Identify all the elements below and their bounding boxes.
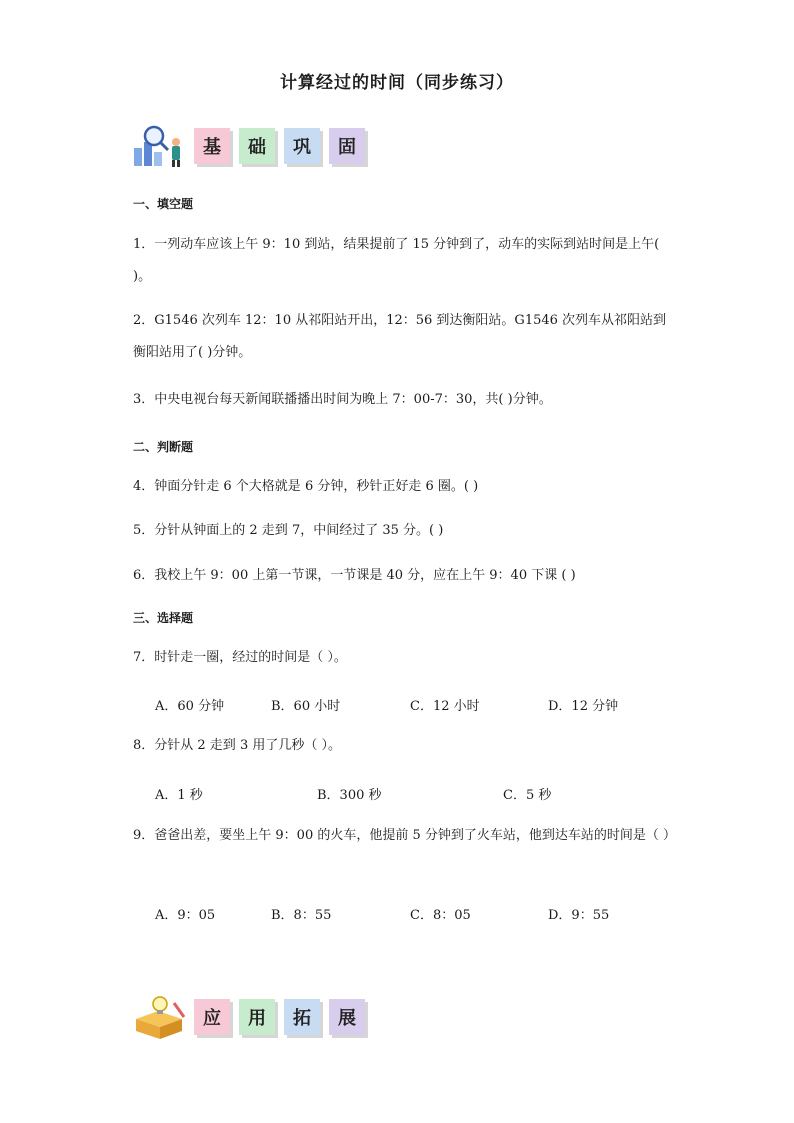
option-a: A．9：05 <box>155 908 216 923</box>
section-banner-basic <box>132 124 374 168</box>
option-a: A．1 秒 <box>155 788 203 803</box>
option-b: B．300 秒 <box>317 788 382 803</box>
banner-tile: 展 <box>329 999 365 1035</box>
section-heading-fill-blank: 一、填空题 <box>133 197 194 211</box>
section-banner-application <box>132 995 374 1039</box>
section-heading-multiple-choice: 三、选择题 <box>133 611 194 625</box>
banner-tile: 应 <box>194 999 230 1035</box>
page-title: 计算经过的时间（同步练习） <box>280 73 514 93</box>
question-3: 3．中央电视台每天新闻联播播出时间为晚上 7：00-7：30，共( )分钟。 <box>133 392 552 407</box>
option-d: D．12 分钟 <box>548 699 619 714</box>
option-b: B．8：55 <box>271 908 332 923</box>
lightbulb-box-icon <box>132 995 188 1039</box>
option-c: C．8：05 <box>410 908 471 923</box>
option-c: C．12 小时 <box>410 699 480 714</box>
question-1: 1．一列动车应该上午 9：10 到站，结果提前了 15 分钟到了，动车的实际到站时间是上午( )。 <box>133 237 660 284</box>
magnifier-chart-icon <box>132 124 188 168</box>
option-c: C．5 秒 <box>503 788 552 803</box>
banner-tile: 用 <box>239 999 275 1035</box>
section-heading-true-false: 二、判断题 <box>133 440 194 454</box>
question-9: 9．爸爸出差，要坐上午 9：00 的火车，他提前 5 分钟到了火车站，他到达车站的时间是（ ） <box>133 828 677 843</box>
banner-tile: 础 <box>239 128 275 164</box>
banner-tile: 基 <box>194 128 230 164</box>
option-d: D．9：55 <box>548 908 610 923</box>
question-2: 2．G1546 次列车 12：10 从祁阳站开出，12：56 到达衡阳站。G1546 次列车从祁阳站到衡阳站用了( )分钟。 <box>133 313 667 360</box>
question-6: 6．我校上午 9：00 上第一节课，一节课是 40 分，应在上午 9：40 下课 ( ) <box>133 568 576 583</box>
question-5: 5．分针从钟面上的 2 走到 7，中间经过了 35 分。( ) <box>133 523 444 538</box>
question-4: 4．钟面分针走 6 个大格就是 6 分钟，秒针正好走 6 圈。( ) <box>133 479 479 494</box>
banner-tile: 拓 <box>284 999 320 1035</box>
banner-tile: 固 <box>329 128 365 164</box>
option-b: B．60 小时 <box>271 699 341 714</box>
question-7: 7．时针走一圈，经过的时间是（ ）。 <box>133 650 347 665</box>
question-8: 8．分针从 2 走到 3 用了几秒（ ）。 <box>133 738 341 753</box>
banner-tile: 巩 <box>284 128 320 164</box>
option-a: A．60 分钟 <box>155 699 225 714</box>
